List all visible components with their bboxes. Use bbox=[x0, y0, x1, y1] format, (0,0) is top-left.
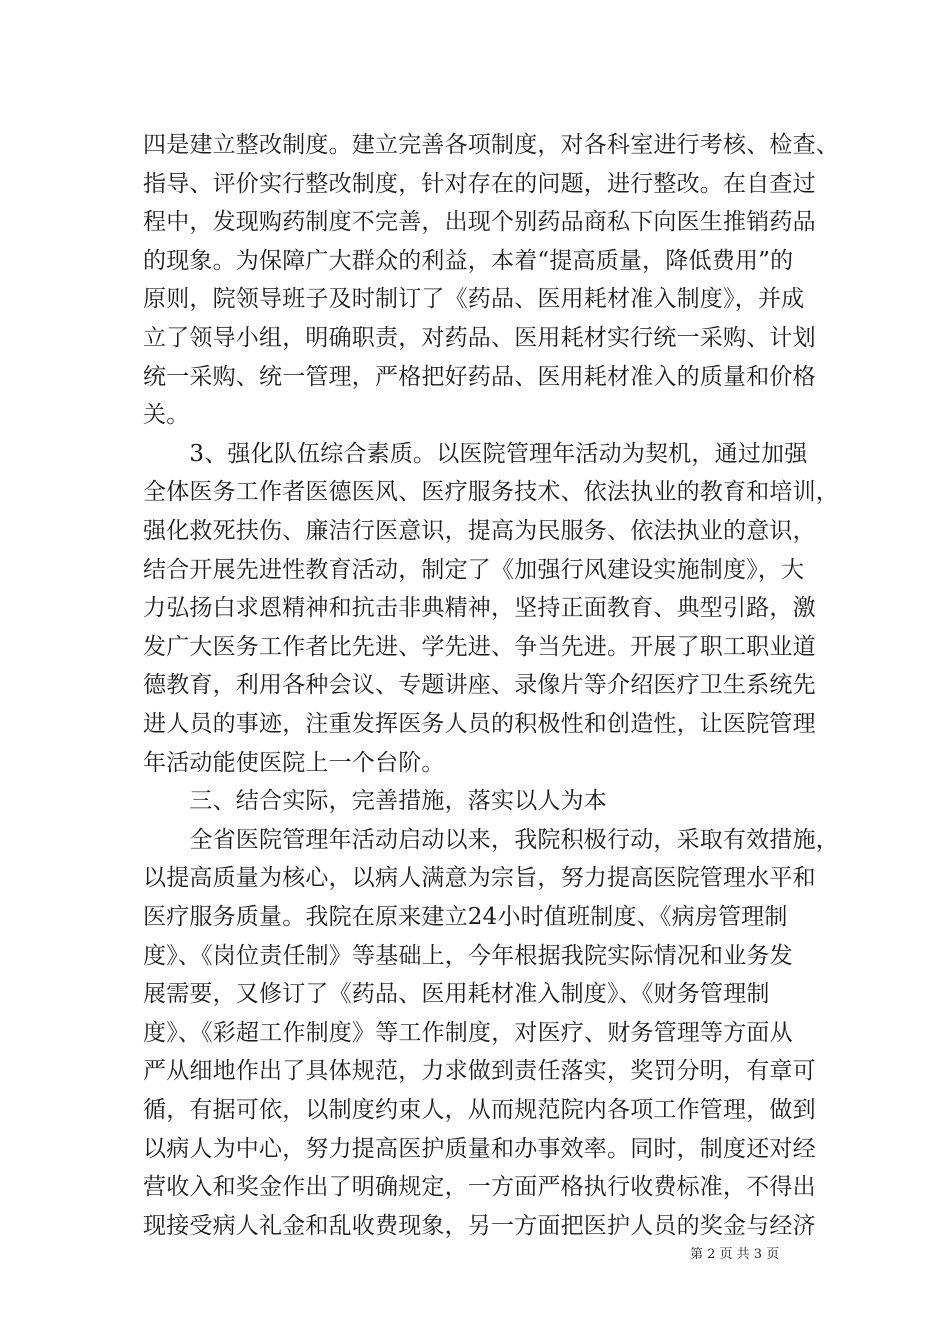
text-line: 现接受病人礼金和乱收费现象，另一方面把医护人员的奖金与经济 bbox=[143, 1213, 816, 1239]
text-line: 发广大医务工作者比先进、学先进、争当先进。开展了职工职业道 bbox=[143, 634, 816, 660]
text-line: 以病人为中心，努力提高医护质量和办事效率。同时，制度还对经 bbox=[143, 1136, 816, 1162]
text-line: 原则，院领导班子及时制订了《药品、医用耗材准入制度》，并成 bbox=[143, 286, 805, 312]
text-line: 度》、《岗位责任制》等基础上，今年根据我院实际情况和业务发 bbox=[143, 943, 793, 969]
text-line: 立了领导小组，明确职责，对药品、医用耗材实行统一采购、计划 bbox=[143, 325, 816, 351]
text-line: 指导、评价实行整改制度，针对存在的问题，进行整改。在自查过 bbox=[143, 171, 816, 197]
text-line: 三、结合实际，完善措施，落实以人为本 bbox=[143, 788, 607, 814]
text-line: 力弘扬白求恩精神和抗击非典精神，坚持正面教育、典型引路，激 bbox=[143, 595, 816, 621]
text-line: 医疗服务质量。我院在原来建立24小时值班制度、《病房管理制 bbox=[143, 904, 788, 930]
text-line: 的现象。为保障广大群众的利益，本着“提高质量，降低费用”的 bbox=[143, 248, 794, 274]
text-line: 程中，发现购药制度不完善，出现个别药品商私下向医生推销药品 bbox=[143, 209, 816, 235]
text-line: 四是建立整改制度。建立完善各项制度，对各科室进行考核、检查、 bbox=[143, 132, 839, 158]
text-line: 严从细地作出了具体规范，力求做到责任落实，奖罚分明，有章可 bbox=[143, 1058, 816, 1084]
text-line: 全省医院管理年活动启动以来，我院积极行动，采取有效措施， bbox=[143, 827, 839, 853]
text-line: 营收入和奖金作出了明确规定，一方面严格执行收费标准，不得出 bbox=[143, 1174, 816, 1200]
text-line: 强化救死扶伤、廉洁行医意识，提高为民服务、依法执业的意识， bbox=[143, 518, 816, 544]
text-line: 3、强化队伍综合素质。以医院管理年活动为契机，通过加强 bbox=[143, 441, 808, 467]
text-line: 统一采购、统一管理，严格把好药品、医用耗材准入的质量和价格 bbox=[143, 364, 816, 390]
text-line: 全体医务工作者医德医风、医疗服务技术、依法执业的教育和培训， bbox=[143, 479, 839, 505]
text-line: 度》、《彩超工作制度》等工作制度，对医疗、财务管理等方面从 bbox=[143, 1020, 793, 1046]
page-footer: 第 2 页 共 3 页 bbox=[690, 1247, 780, 1262]
text-line: 关。 bbox=[143, 402, 190, 428]
text-line: 结合开展先进性教育活动，制定了《加强行风建设实施制度》，大 bbox=[143, 557, 805, 583]
text-line: 展需要，又修订了《药品、医用耗材准入制度》、《财务管理制 bbox=[143, 981, 770, 1007]
text-line: 循，有据可依，以制度约束人，从而规范院内各项工作管理，做到 bbox=[143, 1097, 816, 1123]
text-line: 年活动能使医院上一个台阶。 bbox=[143, 750, 445, 776]
text-line: 德教育，利用各种会议、专题讲座、录像片等介绍医疗卫生系统先 bbox=[143, 672, 816, 698]
text-line: 以提高质量为核心，以病人满意为宗旨，努力提高医院管理水平和 bbox=[143, 865, 816, 891]
text-line: 进人员的事迹，注重发挥医务人员的积极性和创造性，让医院管理 bbox=[143, 711, 816, 737]
